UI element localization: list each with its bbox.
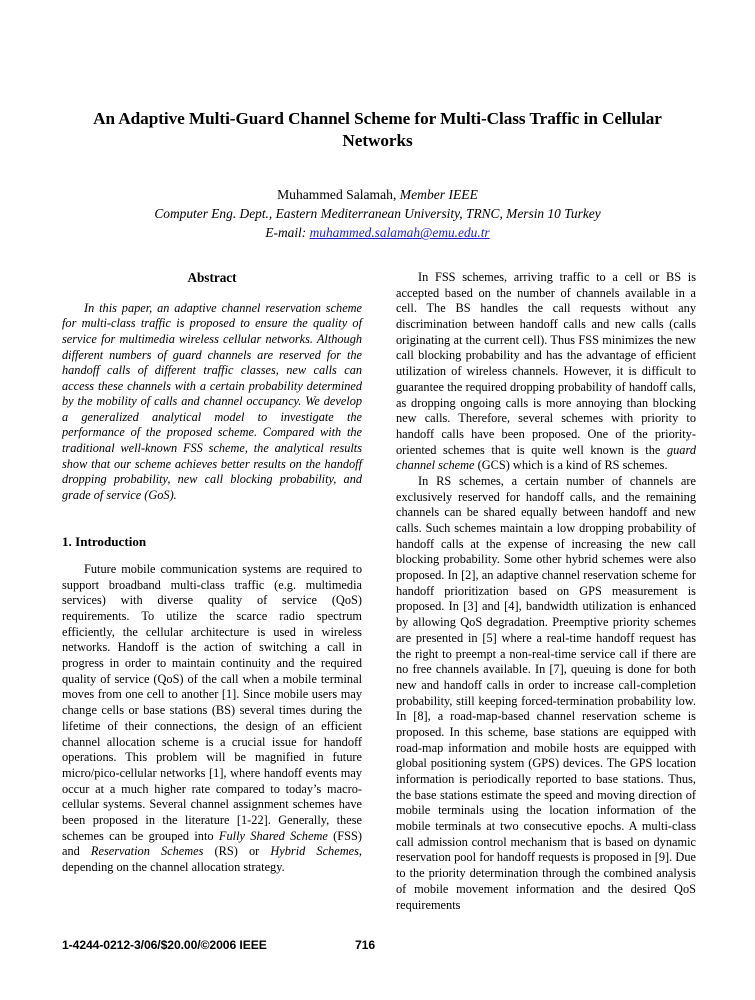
footer-page-number: 716 — [355, 938, 376, 952]
right-italic-gcs: guard channel scheme — [396, 442, 696, 473]
intro-italic-fss: Fully Shared Scheme — [218, 828, 328, 843]
abstract-heading: Abstract — [187, 270, 237, 285]
intro-italic-rs: Reservation Schemes — [90, 844, 204, 859]
email-line — [75, 223, 680, 242]
author-line — [75, 185, 680, 204]
author-membership: Member IEEE — [399, 187, 478, 202]
footer-isbn: 1-4244-0212-3/06/$20.00/©2006 IEEE — [62, 938, 267, 952]
page-title: An Adaptive Multi-Guard Channel Scheme for Multi-Class Traffic in Cellular Networks — [93, 109, 662, 151]
intro-italic-hybrid: Hybrid Schemes — [270, 844, 359, 859]
right-text-part-1: In FSS schemes, arriving traffic to a cell or BS is accepted based on the number of channels available in a cell. The BS handles the call requests without any discrimination between handoff calls and new calls (calls originating at the current cell). Thus FSS minimizes the new call blocking probability and has the advantage of efficient utilization of wireless channels. However, it is difficult to guarantee the required dropping probability of handoff calls, as dropping ongoing calls is more annoying than blocking new calls. Therefore, several schemes with priority to handoff calls have been proposed. One of the priority-oriented schemes that is quite well known is the — [396, 270, 696, 457]
right-column — [396, 270, 696, 913]
author-name: Muhammed Salamah, — [277, 187, 397, 202]
affiliation: Computer Eng. Dept., Eastern Mediterranean University, TRNC, Mersin 10 Turkey — [154, 206, 601, 222]
intro-text-part-3: (RS) or — [203, 844, 271, 859]
author-block — [75, 185, 680, 242]
left-column — [62, 270, 362, 876]
title-block — [85, 108, 670, 153]
email-link[interactable]: muhammed.salamah@emu.edu.tr — [309, 225, 490, 241]
intro-text-part-2: (FSS) and — [62, 828, 362, 859]
introduction-paragraph — [62, 562, 362, 876]
intro-text-part-1: Future mobile communication systems are required to support broadband multi-class traffic (e.g. multimedia services) with diverse quality of service (QoS) requirements. To utilize the scarce radio spectrum efficiently, the cellular architecture is used in wireless networks. Handoff is the action of switching a call in progress in order to maintain continuity and the required quality of service (QoS) of the call when a mobile terminal moves from one cell to another [1]. Since mobile users may change cells or base stations (BS) several times during the lifetime of their connections, the design of an efficient channel allocation scheme is a crucial issue for handoff operations. This problem will be magnified in future micro/pico-cellular networks [1], where handoff events may occur at a much higher rate compared to today’s macro-cellular systems. Several channel assignment schemes have been proposed in the literature [1-22]. Generally, these schemes can be grouped into — [62, 561, 362, 843]
right-paragraph-rs: In RS schemes, a certain number of channels are exclusively reserved for handoff calls, and the remaining channels can be shared equally between handoff and new calls. Such schemes maintain a low dropping probability of handoff calls at the expense of increasing the new call blocking probability. Some other hybrid schemes were also proposed. In [2], an adaptive channel reservation scheme for handoff prioritization based on GPS measurement is proposed. In [3] and [4], bandwidth utilization is enhanced by allowing QoS degradation. Preemptive priority schemes are presented in [5] where a real-time handoff request has the right to preempt a non-real-time service call if there are no free channels available. In [7], queuing is done for both new and handoff calls in order to increase call-completion probability, still keeping forced-termination probability low. In [8], a road-map-based channel reservation scheme is proposed. In this scheme, base stations are equipped with road-map information and mobile hosts are equipped with global positioning system (GPS) devices. The GPS location information is periodically reported to base stations. Thus, the base stations estimate the speed and moving direction of mobile terminals using the location information of the mobile terminals at two consecutive epochs. A multi-class call admission control mechanism that is based on dynamic reservation pool for handoff requests is proposed in [9]. Due to the priority determination through the combined analysis of mobile movement information and the desired QoS requirements — [396, 473, 696, 912]
right-paragraph-fss — [396, 270, 696, 474]
intro-text-part-4: , depending on the channel allocation strategy. — [62, 844, 362, 874]
email-label: E-mail: — [265, 225, 307, 241]
right-text-part-2: (GCS) which is a kind of RS schemes. — [474, 458, 668, 473]
abstract-text: In this paper, an adaptive channel reservation scheme for multi-class traffic is proposed to ensure the quality of service for multimedia wireless cellular networks. Although different numbers of guard channels are reserved for the handoff calls of different traffic classes, new calls can access these channels with a certain probability determined by the mobility of calls and channel occupancy. We develop a generalized analytical model to investigate the performance of the proposed scheme. Compared with the traditional well-known FSS scheme, the analytical results show that our scheme achieves better results on the handoff dropping probability, new call blocking probability, and grade of service (GoS). — [62, 300, 362, 502]
section-heading-introduction: 1. Introduction — [62, 534, 147, 550]
